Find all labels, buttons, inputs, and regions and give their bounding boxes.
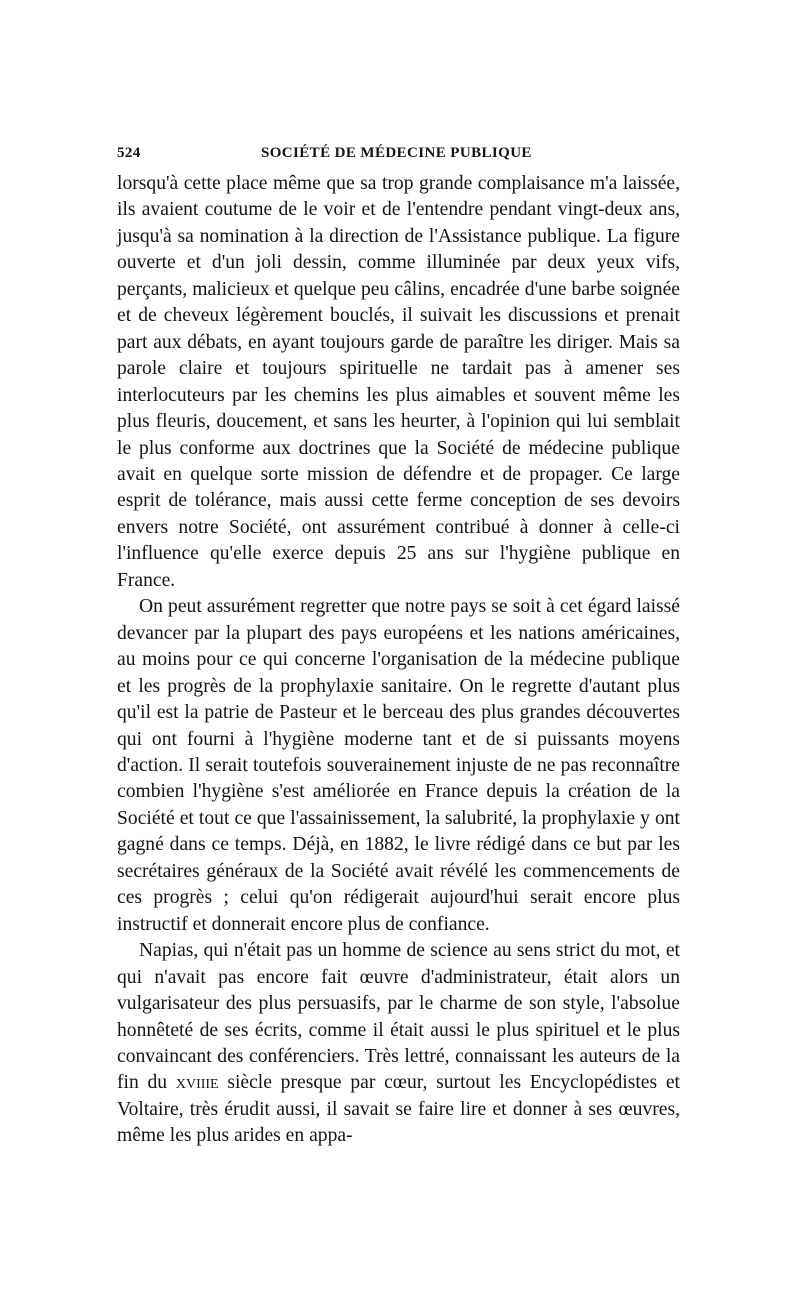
page-number: 524 — [117, 145, 141, 161]
running-title: SOCIÉTÉ DE MÉDECINE PUBLIQUE — [261, 145, 532, 161]
paragraph-3 — [117, 938, 680, 1150]
running-head — [117, 145, 680, 169]
paragraph-2: On peut assurément regretter que notre pays se soit à cet égard laissé devancer par la plupart des pays européens et les nations américaines, au moins pour ce qui concerne l'organisation de la médecine publique et les progrès de la prophylaxie sanitaire. On le regrette d'autant plus qu'il est la patrie de Pasteur et le berceau des plus grandes découvertes qui ont fourni à l'hygiène moderne tant et de si puissants moyens d'action. Il serait toutefois souverainement injuste de ne pas reconnaître combien l'hygiène s'est améliorée en France depuis la création de la Société et tout ce que l'assainissement, la salubrité, la prophylaxie y ont gagné dans ce temps. Déjà, en 1882, le livre rédigé dans ce but par les secrétaires généraux de la Société avait révélé les commencements de ces progrès ; celui qu'on rédigerait aujourd'hui serait encore plus instructif et donnerait encore plus de confiance. — [117, 596, 680, 935]
century-numeral: xviiie — [175, 1072, 219, 1094]
paragraph-3-text-after: siècle presque par cœur, surtout les Encyclopédistes et Voltaire, très érudit aussi, il savait se faire lire et donner à ses œuvres, même les plus arides en appa- — [117, 1072, 681, 1147]
body-text — [117, 171, 680, 1150]
paragraph-1: lorsqu'à cette place même que sa trop grande complaisance m'a laissée, ils avaient coutume de le voir et de l'entendre pendant vingt-deux ans, jusqu'à sa nomination à la direction de l'Assistance publique. La figure ouverte et d'un joli dessin, comme illuminée par deux yeux vifs, perçants, malicieux et quelque peu câlins, encadrée d'une barbe soignée et de cheveux légèrement bouclés, il suivait les discussions et prenait part aux débats, en ayant toujours garde de paraître les diriger. Mais sa parole claire et toujours spirituelle ne tardait pas à amener ses interlocuteurs par les chemins les plus aimables et souvent même les plus fleuris, doucement, et sans les heurter, à l'opinion qui lui semblait le plus conforme aux doctrines que la Société de médecine publique avait en quelque sorte mission de défendre et de propager. Ce large esprit de tolérance, mais aussi cette ferme conception de ses devoirs envers notre Société, ont assurément contribué à donner à celle-ci l'influence qu'elle exerce depuis 25 ans sur l'hygiène publique en France. — [117, 173, 680, 591]
book-page — [117, 145, 680, 1150]
paragraph-3-text-before: Napias, qui n'était pas un homme de science au sens strict du mot, et qui n'avait pas encore fait œuvre d'administrateur, était alors un vulgarisateur des plus persuasifs, par le charme de son style, l'absolue honnêteté de ses écrits, comme il était aussi le plus spirituel et le plus convaincant des conférenciers. Très lettré, connaissant les auteurs de la fin du — [117, 940, 680, 1094]
